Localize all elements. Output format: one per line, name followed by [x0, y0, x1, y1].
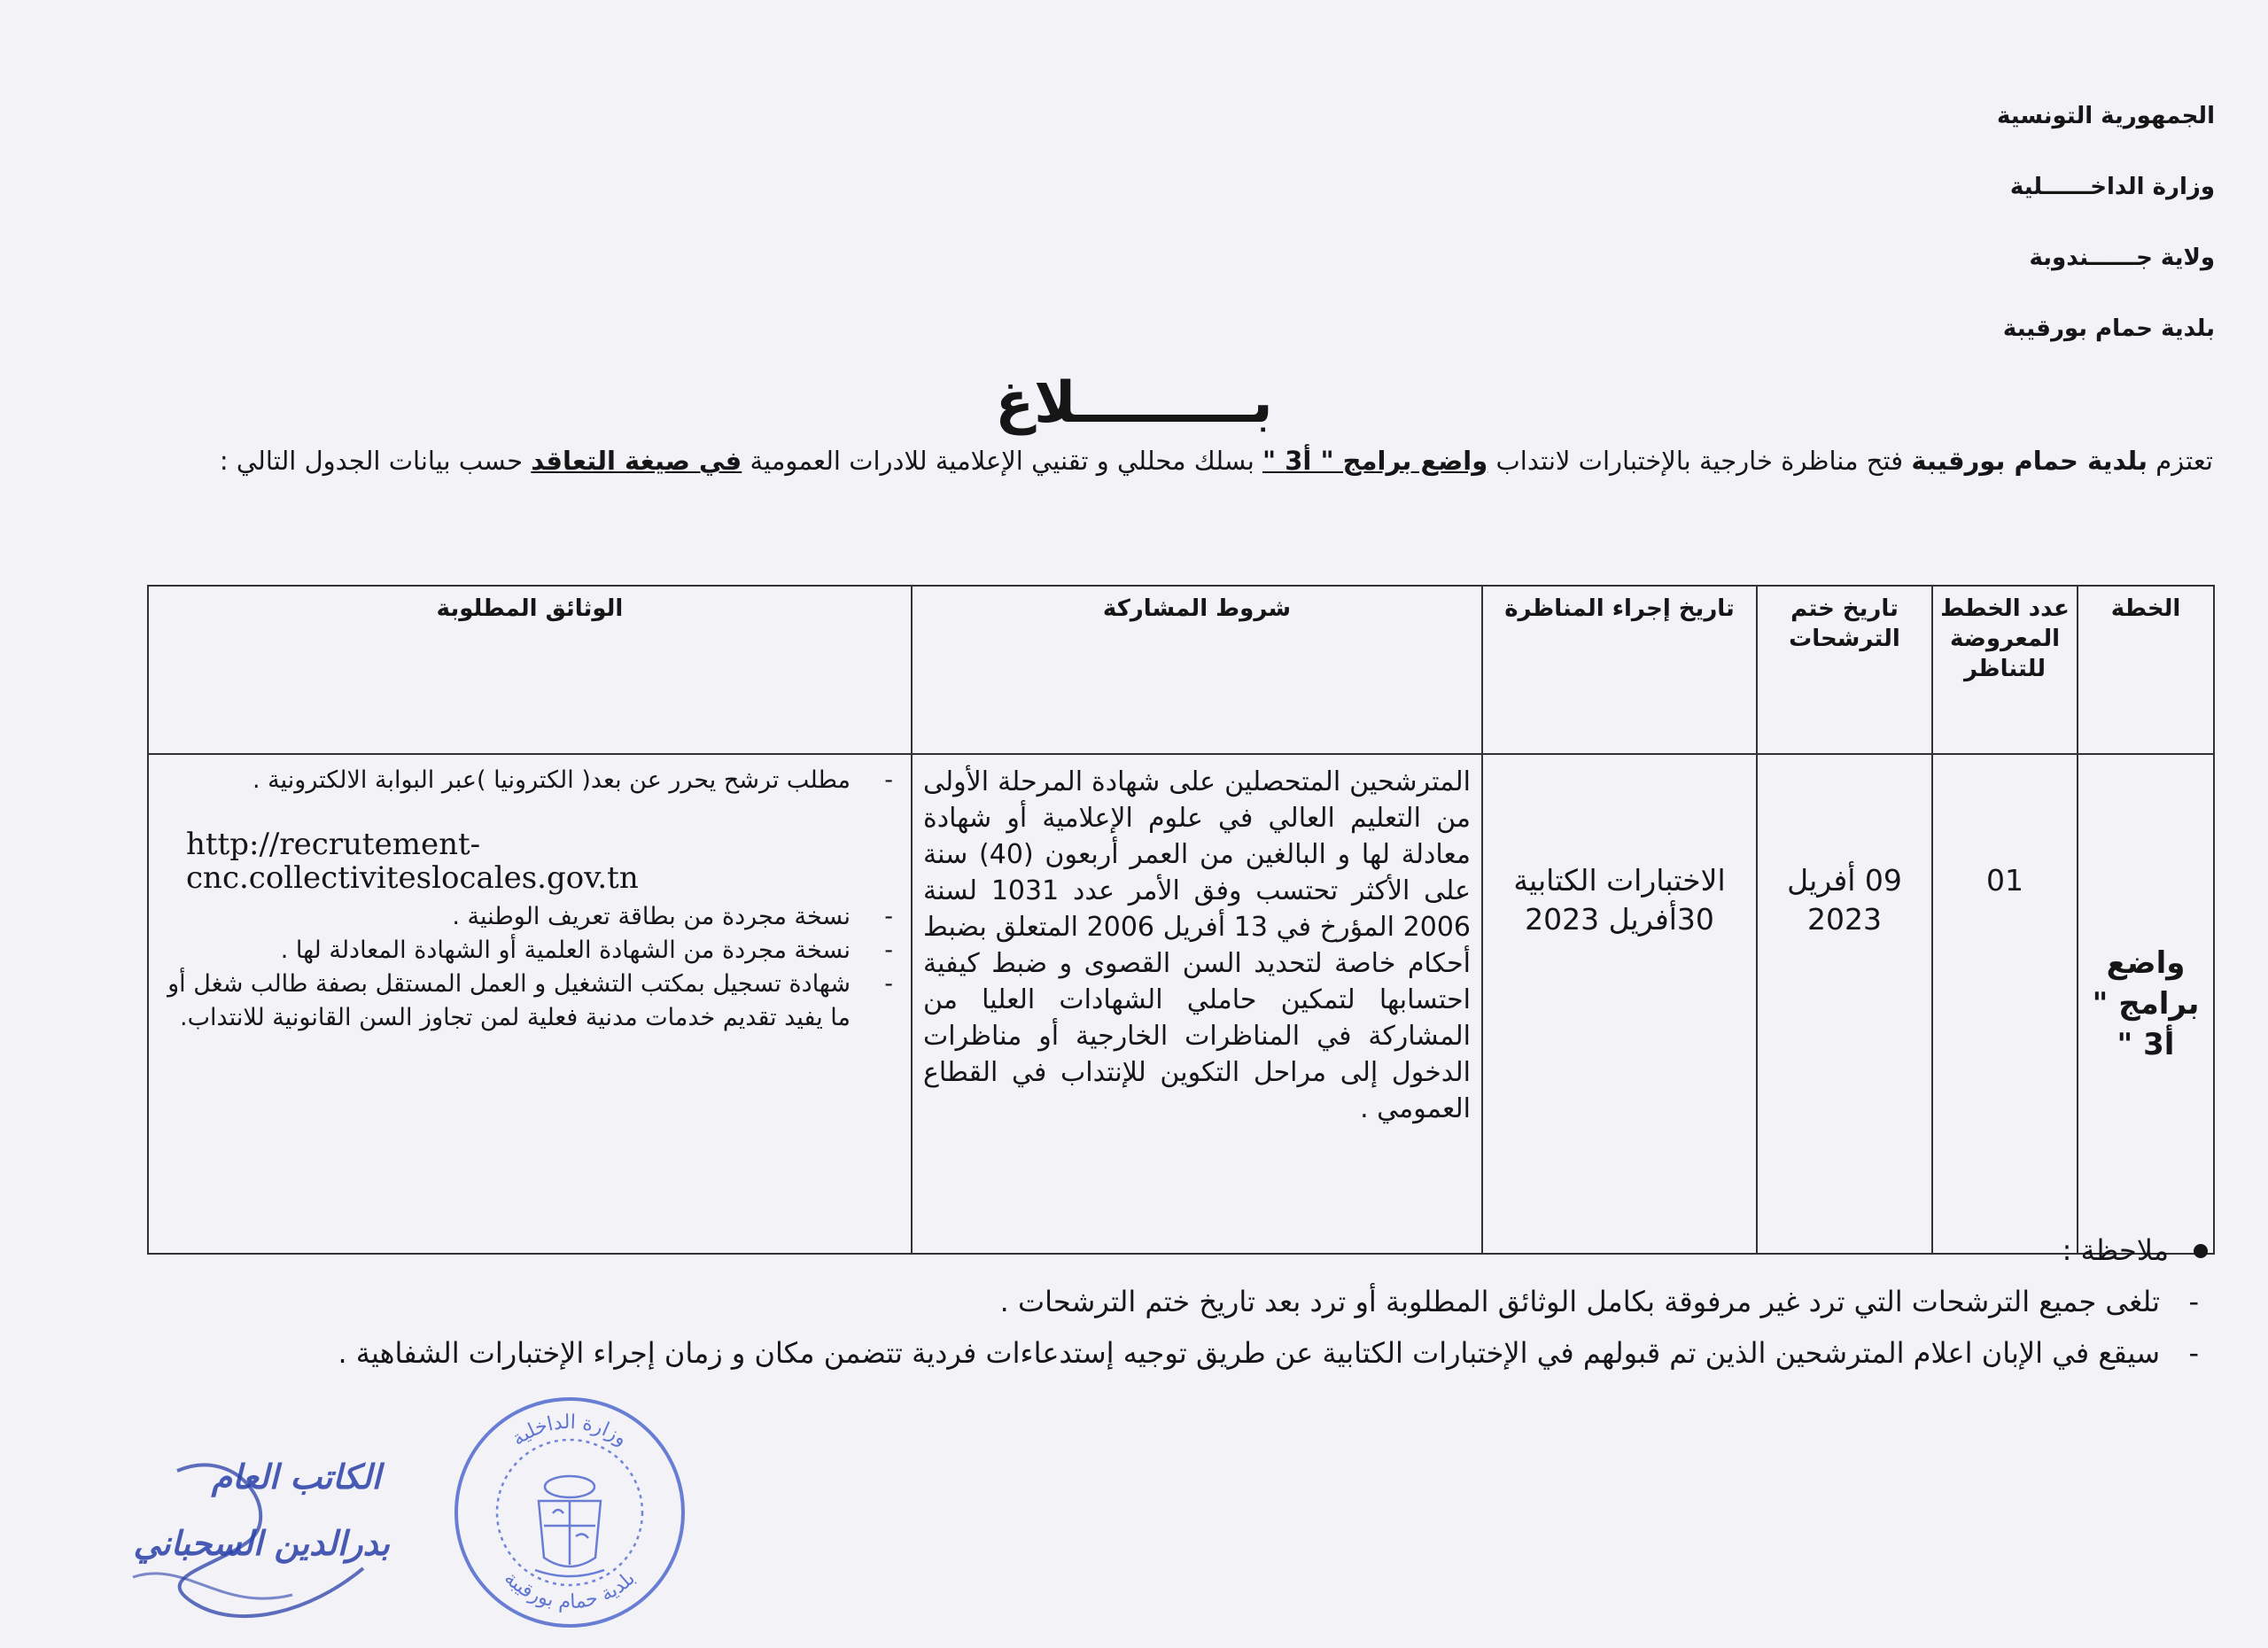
cell-documents: [148, 754, 912, 1254]
documents-list: [159, 900, 900, 1035]
competition-table: [147, 585, 2215, 1255]
cell-exam-date: الاختبارات الكتابية 30أفريل 2023: [1482, 754, 1757, 1254]
table-header-row: [148, 586, 2214, 754]
header-municipality: بلدية حمام بورقيبة: [2002, 315, 2215, 342]
header-count: عدد الخطط المعروضة للتناظر: [1932, 586, 2078, 754]
notes-section: [105, 1224, 2213, 1379]
svg-text:بلدية حمام بورقيبة: [500, 1567, 640, 1613]
intro-text: حسب بيانات الجدول التالي :: [219, 446, 524, 476]
documents-list: [159, 764, 900, 797]
application-portal-link[interactable]: http://recrutement-cnc.collectiviteslocales.gov.tn: [186, 827, 639, 896]
seal-top-text: وزارة الداخلية: [508, 1411, 632, 1451]
intro-municipality: بلدية حمام بورقيبة: [1911, 446, 2148, 476]
intro-text: فتح مناظرة خارجية بالإختبارات لانتداب: [1495, 446, 1904, 476]
header-plan: الخطة: [2078, 586, 2214, 754]
intro-contract-form: في صيغة التعاقد: [531, 446, 742, 476]
intro-position: واضع برامج " أ3 ": [1262, 446, 1488, 476]
list-item: - نسخة مجردة من الشهادة العلمية أو الشهادة المعادلة لها .: [159, 934, 900, 968]
signature-name: بدرالدين السحباني: [133, 1524, 390, 1563]
header-conditions: شروط المشاركة: [912, 586, 1482, 754]
list-item: - شهادة تسجيل بمكتب التشغيل و العمل المستقل بصفة طالب شغل أو ما يفيد تقديم خدمات مدنية فعلية لمن تجاوز السن القانونية للانتداب.: [159, 968, 900, 1035]
note-item: - تلغى جميع الترشحات التي ترد غير مرفوقة بكامل الوثائق المطلوبة أو ترد بعد تاريخ ختم الترشحات .: [105, 1276, 2213, 1327]
header-exam-date: تاريخ إجراء المناظرة: [1482, 586, 1757, 754]
signature-title: الكاتب العام: [211, 1458, 381, 1496]
header-republic: الجمهورية التونسية: [1996, 103, 2215, 129]
signature-stroke-icon: [133, 1574, 292, 1598]
header-closing-date: تاريخ ختم الترشحات: [1757, 586, 1932, 754]
list-item: - مطلب ترشح يحرر عن بعد( الكترونيا )عبر البوابة الالكترونية .: [159, 764, 900, 797]
header-documents: الوثائق المطلوبة: [148, 586, 912, 754]
coat-of-arms-icon: [535, 1476, 604, 1576]
cell-conditions: المترشحين المتحصلين على شهادة المرحلة الأولى من التعليم العالي في علوم الإعلامية أو شهادة معادلة لها و البالغين من العمر أربعون (40) سنة على الأكثر تحتسب وفق الأمر عدد 1031 لسنة 2006 المؤرخ في 13 أفريل 2006 المتعلق بضبط أحكام خاصة لتحديد السن القصوى و ضبط كيفية احتسابها لتمكين حاملي الشهادات العليا من المشاركة في المناظرات الخارجية أو مناظرات الدخول إلى مراحل التكوين للإنتداب في القطاع العمومي .: [912, 754, 1482, 1254]
seal-bottom-text: بلدية حمام بورقيبة: [499, 1567, 641, 1614]
list-item: - نسخة مجردة من بطاقة تعريف الوطنية .: [159, 900, 900, 934]
table-row: [148, 754, 2214, 1254]
notes-label: [105, 1224, 2213, 1276]
svg-text:وزارة الداخلية: [508, 1411, 631, 1450]
header-governorate: ولاية جــــــندوبة: [2029, 245, 2215, 271]
intro-text: بسلك محللي و تقنيي الإعلامية للادرات العمومية: [750, 446, 1254, 476]
intro-paragraph: [87, 438, 2213, 484]
cell-count: 01: [1932, 754, 2078, 1254]
bullet-icon: [2194, 1244, 2208, 1258]
handwritten-signature: [115, 1435, 408, 1630]
header-ministry: وزارة الداخــــــلية: [2009, 174, 2215, 200]
cell-closing-date: 09 أفريل 2023: [1757, 754, 1932, 1254]
document-title: بـــــــــلاغ: [995, 370, 1273, 436]
intro-text: تعتزم: [2155, 446, 2213, 476]
cell-plan: واضع برامج " أ3 ": [2078, 754, 2214, 1254]
notes-label-text: ملاحظة :: [2062, 1233, 2169, 1267]
note-item: - سيقع في الإبان اعلام المترشحين الذين تم قبولهم في الإختبارات الكتابية عن طريق توجيه إستدعاءات فردية تتضمن مكان و زمان إجراء الإختبارات الشفاهية .: [105, 1327, 2213, 1379]
official-seal: [450, 1393, 689, 1632]
